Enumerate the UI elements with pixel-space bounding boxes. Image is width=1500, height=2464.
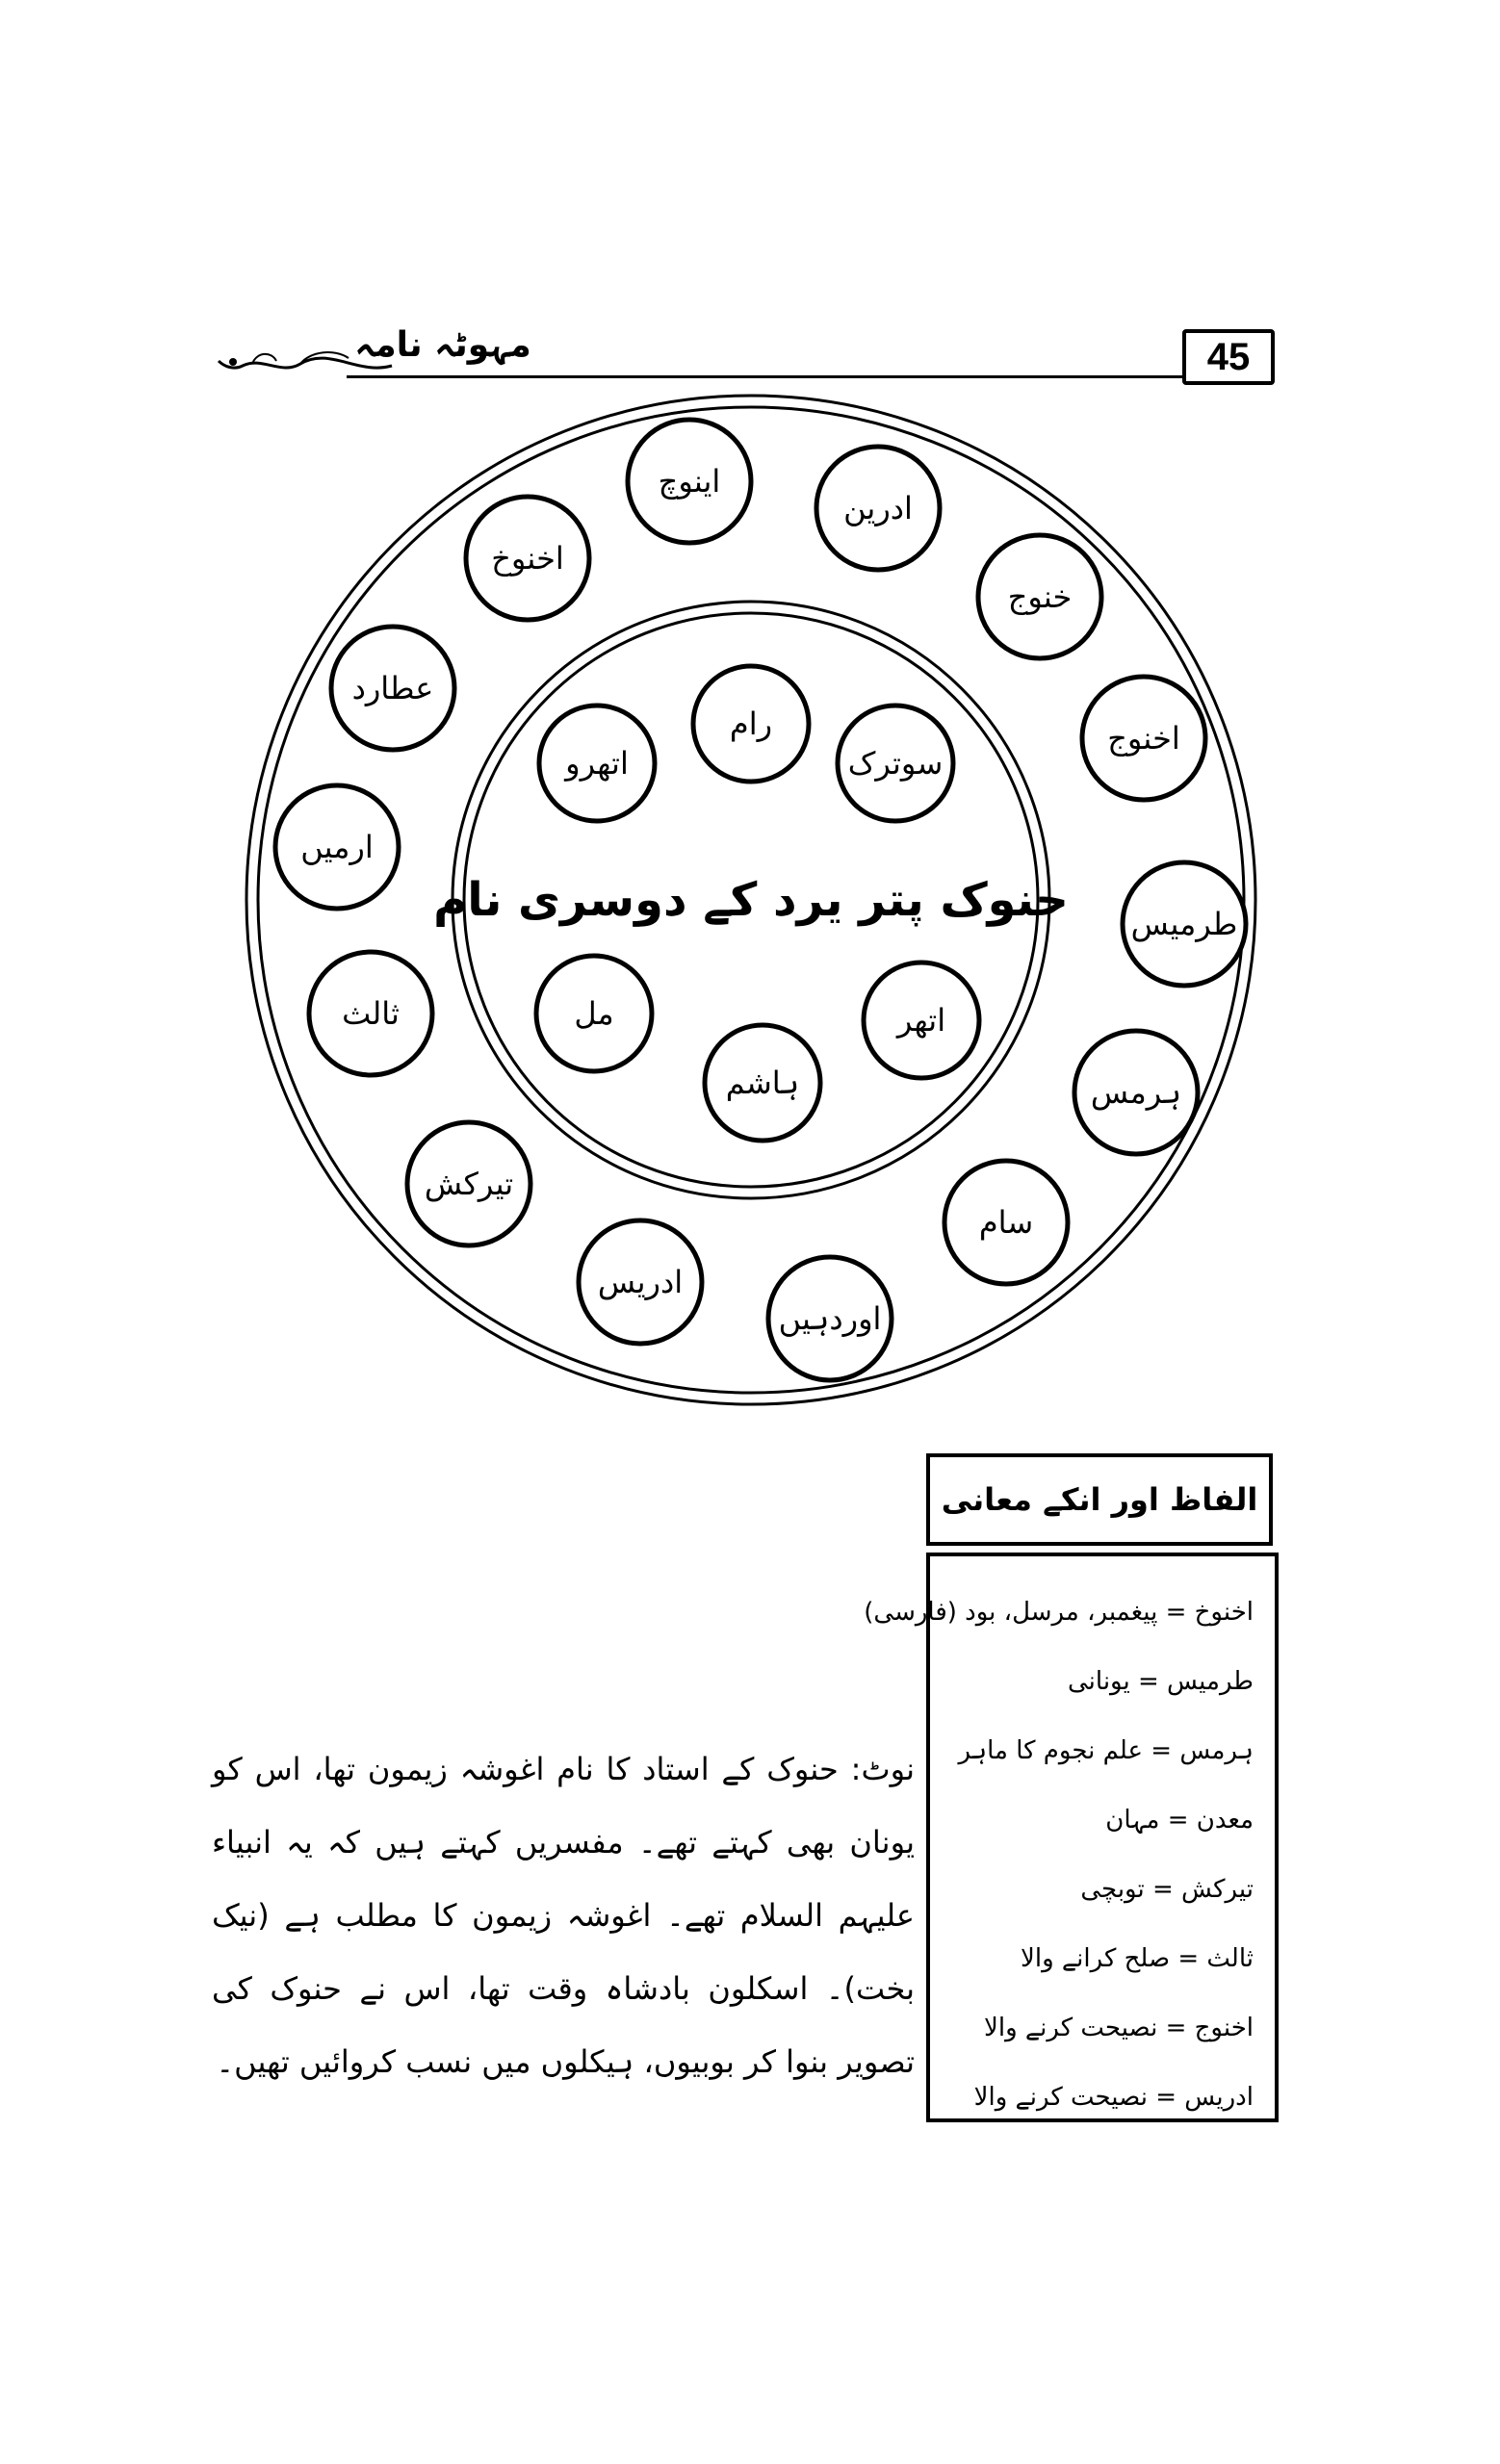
glossary-title: الفاظ اور انکے معانی bbox=[926, 1453, 1273, 1546]
glossary-item: اخنوخ = پیغمبر، مرسل، بود (فارسی) bbox=[864, 1598, 1254, 1627]
glossary-item: ثالث = صلح کرانے والا bbox=[1021, 1944, 1254, 1973]
glossary-item: طرمیس = یونانی bbox=[1067, 1667, 1254, 1696]
outer-name-label: ہرمس bbox=[1090, 1074, 1182, 1111]
book-title: مہوٹہ نامہ bbox=[354, 325, 531, 365]
outer-name-label: اوردہیں bbox=[778, 1300, 882, 1337]
outer-name-label: سام bbox=[978, 1204, 1034, 1241]
outer-name-label: ثالث bbox=[342, 995, 400, 1032]
outer-name-label: تیرکش bbox=[424, 1166, 514, 1202]
outer-name-label: ادرین bbox=[843, 490, 913, 526]
inner-name-label: مل bbox=[574, 995, 614, 1032]
glossary-box bbox=[864, 1553, 1279, 2122]
glossary-item: معدن = مہان bbox=[1105, 1806, 1254, 1835]
note-paragraph: نوٹ: حنوک کے استاد کا نام اغوشہ زیمون تھا، اس کو یونان بھی کہتے تھے۔ مفسریں کہتے ہیں کہ یہ انبیاء علیہم السلام تھے۔ اغوشہ زیمون کا مطلب ہے (نیک بخت)۔ اسکلون بادشاہ وقت تھا، اس نے حنوک کی تصویر بنوا کر بوبیوں، ہیکلوں میں نسب کروائیں تھیں۔ bbox=[212, 1751, 915, 2080]
outer-name-label: اخنوج bbox=[1107, 720, 1180, 757]
page-number: 45 bbox=[1182, 329, 1275, 385]
outer-name-label: ادریس bbox=[597, 1264, 684, 1300]
outer-name-label: اینوچ bbox=[658, 463, 721, 500]
outer-name-label: طرمیس bbox=[1130, 906, 1238, 942]
diagram-center-title: حنوک پتر یرد کے دوسری نام bbox=[433, 873, 1069, 927]
inner-name-label: اتھرو bbox=[565, 745, 629, 782]
inner-name-label: سوترک bbox=[847, 745, 944, 782]
glossary-item: ہرمس = علم نجوم کا ماہر bbox=[958, 1736, 1254, 1765]
outer-name-label: ارمیں bbox=[300, 829, 374, 865]
glossary-item: اخنوج = نصیحت کرنے والا bbox=[984, 2014, 1254, 2042]
inner-name-label: اتھر bbox=[896, 1002, 946, 1039]
glossary-item: تیرکش = توبچی bbox=[1080, 1875, 1254, 1904]
outer-name-label: اخنوخ bbox=[491, 540, 564, 577]
outer-name-label: عطارد bbox=[351, 670, 434, 706]
glossary-item: ادریس = نصیحت کرنے والا bbox=[973, 2083, 1254, 2112]
outer-name-label: خنوج bbox=[1007, 578, 1073, 615]
inner-name-label: رام bbox=[729, 706, 773, 742]
inner-name-label: ہاشم bbox=[725, 1065, 800, 1101]
